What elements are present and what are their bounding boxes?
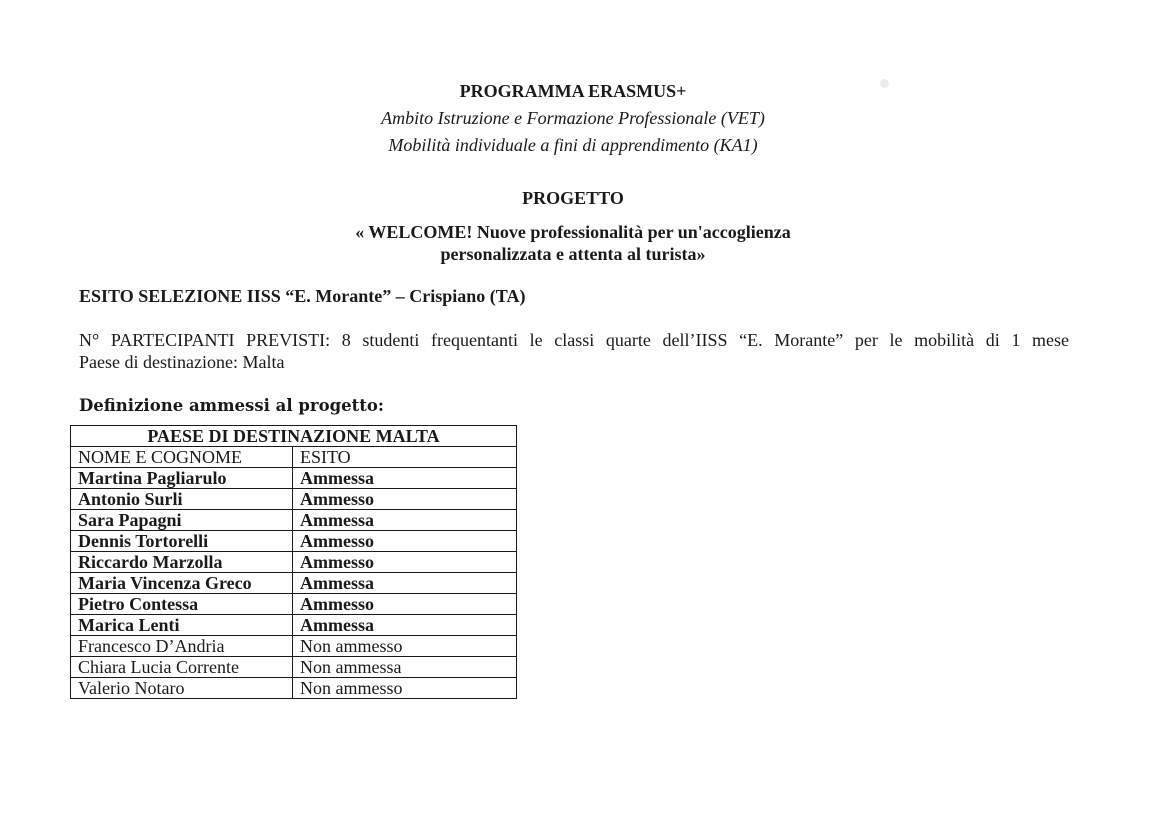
program-title: PROGRAMMA ERASMUS+ [459,81,687,101]
participant-esito-cell: Ammessa [293,468,517,489]
participant-esito-cell: Non ammesso [293,678,517,699]
table-row [71,531,517,552]
project-name-line-2: personalizzata e attenta al turista» [440,244,706,264]
participant-esito-cell: Ammessa [293,573,517,594]
table-row [71,678,517,699]
participant-name-cell: Sara Papagni [71,510,293,531]
program-mobility: Mobilità individuale a fini di apprendimento (KA1) [388,135,758,155]
table-row [71,510,517,531]
participant-name-cell: Dennis Tortorelli [71,531,293,552]
header-esito-cell: ESITO [293,447,517,468]
participant-name-cell: Marica Lenti [71,615,293,636]
participants-line: N° PARTECIPANTI PREVISTI: 8 studenti frequentanti le classi quarte dell’IISS “E. Morante” per le mobilità di 1 mese [79,330,1069,350]
table-row [71,468,517,489]
participant-esito-cell: Ammesso [293,594,517,615]
results-table [70,425,517,699]
table-row [71,657,517,678]
program-scope: Ambito Istruzione e Formazione Professionale (VET) [381,108,765,128]
participant-esito-cell: Ammessa [293,615,517,636]
participant-esito-cell: Non ammessa [293,657,517,678]
table-body [71,447,517,699]
table-row [71,489,517,510]
participant-name-cell: Chiara Lucia Corrente [71,657,293,678]
participant-name-cell: Riccardo Marzolla [71,552,293,573]
table-title-row [71,426,517,447]
table-header-row [71,447,517,468]
project-name-line-1: « WELCOME! Nuove professionalità per un'accoglienza [355,222,791,242]
participant-name-cell: Antonio Surli [71,489,293,510]
participant-name-cell: Valerio Notaro [71,678,293,699]
destination-line: Paese di destinazione: Malta [79,352,285,372]
participant-name-cell: Maria Vincenza Greco [71,573,293,594]
table-row [71,552,517,573]
participant-name-cell: Martina Pagliarulo [71,468,293,489]
table-title: PAESE DI DESTINAZIONE MALTA [71,426,517,447]
participant-name-cell: Pietro Contessa [71,594,293,615]
table-row [71,636,517,657]
participant-esito-cell: Ammesso [293,531,517,552]
table-row [71,573,517,594]
participant-esito-cell: Non ammesso [293,636,517,657]
participant-esito-cell: Ammesso [293,489,517,510]
table-row [71,615,517,636]
definition-label: Definizione ammessi al progetto: [79,396,384,415]
selection-heading: ESITO SELEZIONE IISS “E. Morante” – Crispiano (TA) [79,286,526,306]
project-label: PROGETTO [522,188,624,208]
table-row [71,594,517,615]
participant-name-cell: Francesco D’Andria [71,636,293,657]
participant-esito-cell: Ammessa [293,510,517,531]
participant-esito-cell: Ammesso [293,552,517,573]
participants-paragraph [79,329,1069,373]
header-name-cell: NOME E COGNOME [71,447,293,468]
